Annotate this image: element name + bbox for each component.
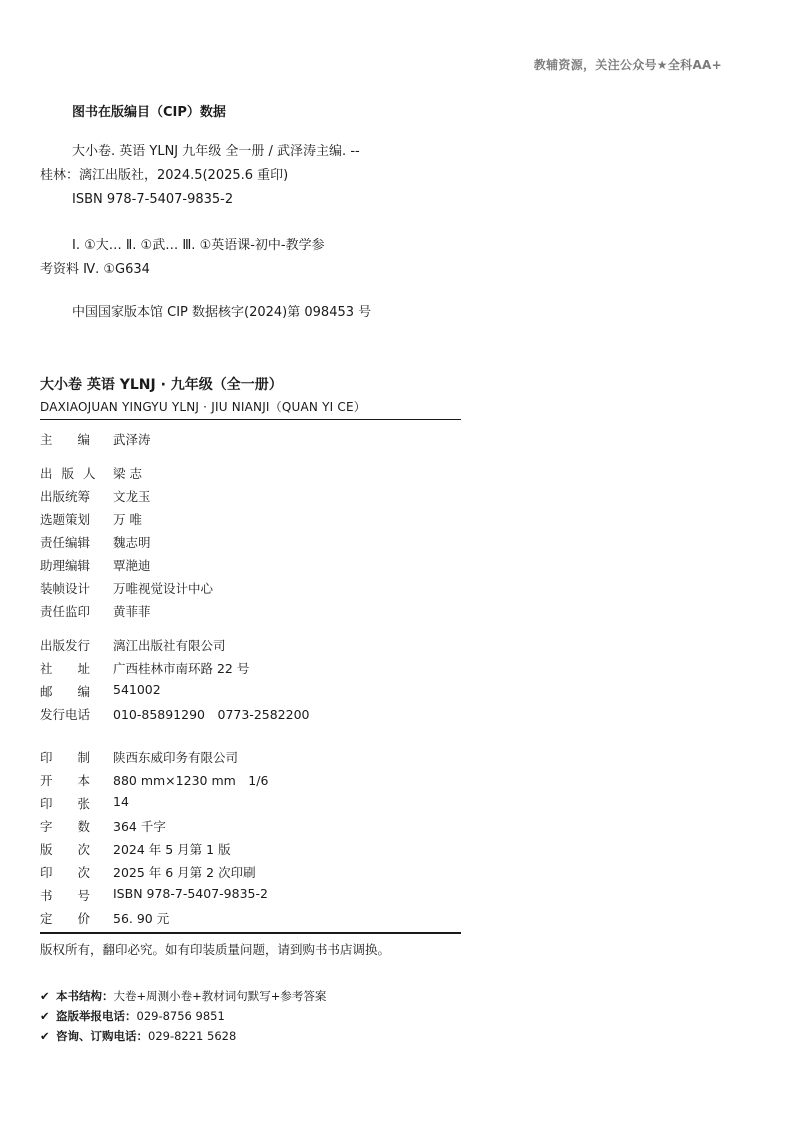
credit-value: 2024 年 5 月第 1 版 (113, 842, 231, 857)
feature-line (40, 1008, 225, 1024)
feature-value: 029-8756 9851 (136, 1009, 225, 1023)
credit-label: 责任编辑 (40, 535, 91, 550)
credit-label: 印制 (40, 750, 116, 765)
credit-label: 选题策划 (40, 512, 91, 527)
feature-value: 大卷+周测小卷+教材词句默写+参考答案 (113, 989, 327, 1003)
credit-value: 武泽涛 (113, 432, 151, 447)
credit-value: 880 mm×1230 mm 1/6 (113, 773, 269, 788)
credit-label: 出版发行 (40, 638, 91, 653)
checkmark-icon: ✔ (40, 1009, 50, 1023)
feature-line (40, 988, 326, 1004)
feature-label: 咨询、订购电话： (56, 1029, 148, 1043)
checkmark-icon: ✔ (40, 1029, 50, 1043)
credit-value: 梁 志 (113, 466, 142, 481)
credit-label: 装帧设计 (40, 581, 91, 596)
divider-bottom (40, 932, 461, 934)
credit-label: 开本 (40, 773, 116, 788)
credit-label: 主编 (40, 432, 116, 447)
feature-label: 盗版举报电话： (56, 1009, 137, 1023)
credit-value: 黄菲菲 (113, 604, 151, 619)
credit-value: 魏志明 (113, 535, 151, 550)
feature-line (40, 1028, 236, 1044)
credit-label: 出版人 (40, 466, 105, 481)
cip-line-3: ISBN 978-7-5407-9835-2 (72, 192, 234, 207)
book-title: 大小卷 英语 YLNJ · 九年级（全一册） (40, 377, 283, 393)
watermark-text: 教辅资源，关注公众号★全科AA+ (533, 58, 722, 72)
copyright-notice: 版权所有，翻印必究。如有印装质量问题，请到购书书店调换。 (40, 942, 391, 957)
credit-label: 出版统筹 (40, 489, 91, 504)
credit-value: 广西桂林市南环路 22 号 (113, 661, 250, 676)
checkmark-icon: ✔ (40, 989, 50, 1003)
credit-value: 万唯视觉设计中心 (113, 581, 214, 596)
divider-top (40, 419, 461, 420)
credit-value: ISBN 978-7-5407-9835-2 (113, 886, 268, 901)
credit-label: 发行电话 (40, 707, 91, 722)
credit-label: 助理编辑 (40, 558, 91, 573)
credit-value: 万 唯 (113, 512, 142, 527)
credit-label: 邮编 (40, 684, 116, 699)
credit-value: 漓江出版社有限公司 (113, 638, 226, 653)
credit-label: 版次 (40, 842, 116, 857)
credit-value: 文龙玉 (113, 489, 151, 504)
cip-heading: 图书在版编目（CIP）数据 (72, 105, 226, 120)
cip-line-1: 大小卷. 英语 YLNJ 九年级 全一册 / 武泽涛主编. -- (72, 144, 360, 159)
credit-value: 364 千字 (113, 819, 166, 834)
credit-label: 印次 (40, 865, 116, 880)
credit-value: 010-85891290 0773-2582200 (113, 707, 310, 722)
credit-label: 字数 (40, 819, 116, 834)
credit-value: 2025 年 6 月第 2 次印刷 (113, 865, 256, 880)
cip-line-6: 中国国家版本馆 CIP 数据核字(2024)第 098453 号 (72, 305, 372, 320)
cip-line-5: 考资料 Ⅳ. ①G634 (40, 262, 150, 277)
credit-label: 书号 (40, 888, 116, 903)
credit-value: 56. 90 元 (113, 911, 170, 926)
book-pinyin-title: DAXIAOJUAN YINGYU YLNJ · JIU NIANJI（QUAN YI CE） (40, 400, 366, 414)
credit-value: 覃滟迪 (113, 558, 151, 573)
credit-value: 14 (113, 794, 129, 809)
credit-label: 定价 (40, 911, 116, 926)
credit-label: 责任监印 (40, 604, 91, 619)
credit-label: 社址 (40, 661, 116, 676)
credit-value: 陕西东威印务有限公司 (113, 750, 239, 765)
cip-line-4: Ⅰ. ①大… Ⅱ. ①武… Ⅲ. ①英语课-初中-教学参 (72, 238, 325, 253)
cip-line-2: 桂林：漓江出版社，2024.5(2025.6 重印) (40, 168, 289, 183)
credit-label: 印张 (40, 796, 116, 811)
credit-value: 541002 (113, 682, 161, 697)
feature-label: 本书结构： (56, 989, 114, 1003)
feature-value: 029-8221 5628 (148, 1029, 237, 1043)
